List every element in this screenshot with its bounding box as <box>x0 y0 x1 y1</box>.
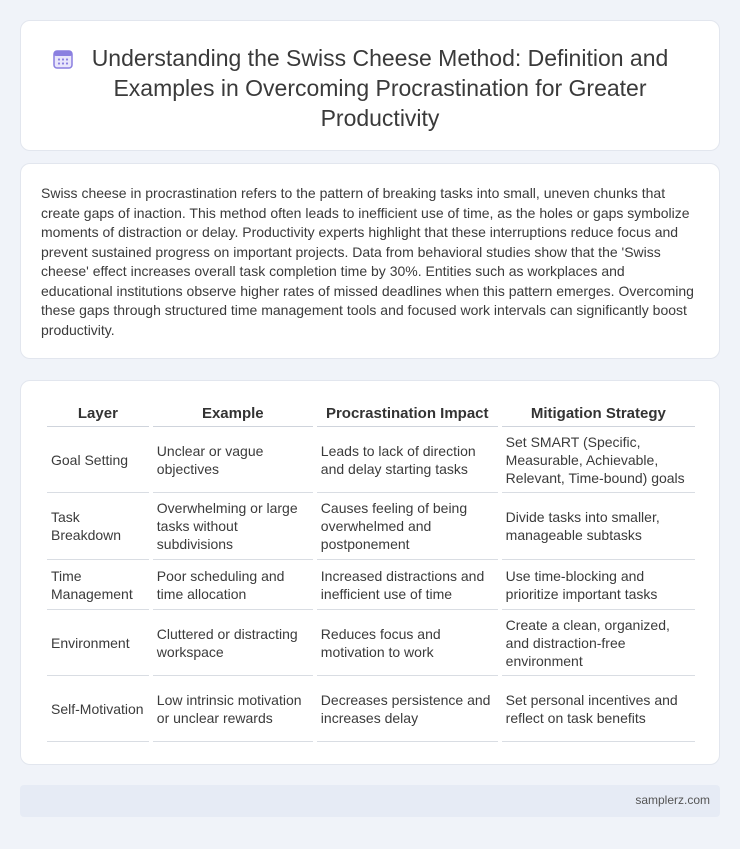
footer-bar <box>20 785 720 817</box>
strategy-table <box>43 401 699 742</box>
cell-strategy: Divide tasks into smaller, manageable subtasks <box>502 493 695 560</box>
header-impact: Procrastination Impact <box>317 401 498 427</box>
table-row <box>47 610 695 676</box>
cell-example: Cluttered or distracting workspace <box>153 610 313 676</box>
table-row <box>47 427 695 493</box>
cell-impact: Decreases persistence and increases delay <box>317 676 498 742</box>
table-row <box>47 676 695 742</box>
cell-strategy: Set SMART (Specific, Measurable, Achievable, Relevant, Time-bound) goals <box>502 427 695 493</box>
cell-example: Low intrinsic motivation or unclear rewards <box>153 676 313 742</box>
table-card <box>20 380 720 765</box>
cell-layer: Time Management <box>47 560 149 610</box>
table-row <box>47 493 695 560</box>
header-example: Example <box>153 401 313 427</box>
cell-layer: Self-Motivation <box>47 676 149 742</box>
cell-impact: Reduces focus and motivation to work <box>317 610 498 676</box>
page-title: Understanding the Swiss Cheese Method: Definition and Examples in Overcoming Procrastination for Greater Productivity <box>91 45 669 131</box>
cell-example: Poor scheduling and time allocation <box>153 560 313 610</box>
cell-impact: Leads to lack of direction and delay starting tasks <box>317 427 498 493</box>
cell-impact: Causes feeling of being overwhelmed and postponement <box>317 493 498 560</box>
cell-impact: Increased distractions and inefficient use of time <box>317 560 498 610</box>
cell-example: Unclear or vague objectives <box>153 427 313 493</box>
cell-example: Overwhelming or large tasks without subdivisions <box>153 493 313 560</box>
title-card <box>20 20 720 151</box>
header-strategy: Mitigation Strategy <box>502 401 695 427</box>
cell-layer: Environment <box>47 610 149 676</box>
description-card <box>20 163 720 359</box>
table-row <box>47 560 695 610</box>
header-layer: Layer <box>47 401 149 427</box>
table-header-row <box>47 401 695 427</box>
cell-strategy: Set personal incentives and reflect on task benefits <box>502 676 695 742</box>
cell-strategy: Create a clean, organized, and distraction-free environment <box>502 610 695 676</box>
footer-source-link[interactable]: samplerz.com <box>635 793 710 807</box>
cell-layer: Goal Setting <box>47 427 149 493</box>
cell-layer: Task Breakdown <box>47 493 149 560</box>
cell-strategy: Use time-blocking and prioritize important tasks <box>502 560 695 610</box>
description-text: Swiss cheese in procrastination refers to the pattern of breaking tasks into small, uneven chunks that create gaps of inaction. This method often leads to inefficient use of time, as the holes or gaps symbolize moments of distraction or delay. Productivity experts highlight that these interruptions reduce focus and prevent sustained progress on important projects. Data from behavioral studies show that the 'Swiss cheese' effect increases overall task completion time by 30%. Entities such as workplaces and educational institutions observe higher rates of missed deadlines when this pattern emerges. Overcoming these gaps through structured time management tools and focused work intervals can significantly boost productivity. <box>41 185 694 338</box>
